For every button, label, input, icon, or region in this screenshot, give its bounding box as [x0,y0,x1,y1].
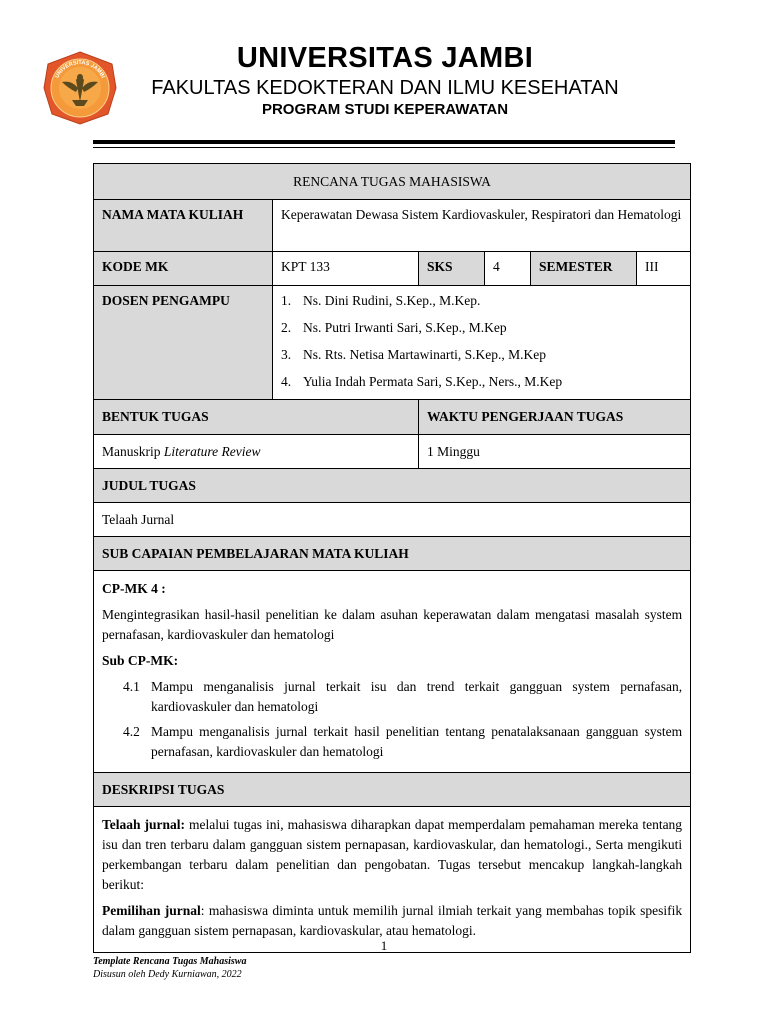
sks-value: 4 [485,252,531,286]
dosen-num: 4. [281,374,292,389]
subcpmk-text: Mampu menganalisis jurnal terkait isu dan trend terkait gangguan system pernafasan, kardiovaskuler dan hematologi [151,679,683,714]
program-name: PROGRAM STUDI KEPERAWATAN [261,101,509,118]
waktu-value: 1 Minggu [419,435,691,469]
desc1-bold: Telaah jurnal: [102,817,186,832]
cpmk-cell [94,571,691,773]
desc-paragraph-1 [102,815,682,895]
waktu-label: WAKTU PENGERJAAN TUGAS [419,400,691,435]
title-row [94,164,691,200]
judul-header-row [94,469,691,503]
semester-value: III [637,252,691,286]
dosen-name: Yulia Indah Permata Sari, S.Kep., Ners., M.Kep [303,374,563,389]
cpmk-title: CP-MK 4 : [102,581,166,596]
dosen-item [281,345,682,365]
svg-text:UNIVERSITAS JAMBI: UNIVERSITAS JAMBI [54,59,106,80]
faculty-name: FAKULTAS KEDOKTERAN DAN ILMU KESEHATAN [151,77,619,99]
dosen-name: Ns. Rts. Netisa Martawinarti, S.Kep., M.Kep [303,347,546,362]
deskripsi-cell [94,807,691,953]
dosen-num: 2. [281,320,292,335]
subcpmk-item [102,677,682,717]
subcpmk-title: Sub CP-MK: [102,653,179,668]
bentuk-italic: Literature Review [163,443,261,459]
bentuk-header-row [94,400,691,435]
deskripsi-row [94,807,691,953]
cpmk-text: Mengintegrasikan hasil-hasil penelitian ke dalam asuhan keperawatan dalam mengatasi masalah system pernafasan, kardiovaskuler dan hematologi [102,607,683,642]
desc2-text: : mahasiswa diminta untuk memilih jurnal ilmiah terkait yang membahas topik spesifik dalam gangguan sistem pernapasan, kardiovaskular, atau hematologi. [102,903,683,938]
desc1-text: melalui tugas ini, mahasiswa diharapkan dapat memperdalam pemahaman mereka tentang isu dan tren terbaru dalam gangguan sistem pernapasan, kardiovaskular, dan hematologi., Serta mengikuti perkembangan terbaru dalam penelitian dan pengobatan. Tugas tersebut mencakup langkah-langkah berikut: [102,817,683,892]
kode-mk-label: KODE MK [94,252,273,286]
kode-mk-value: KPT 133 [273,252,419,286]
sub-capaian-label: SUB CAPAIAN PEMBELAJARAN MATA KULIAH [94,537,691,571]
subcpmk-item [102,722,682,762]
desc-paragraph-2 [102,901,682,941]
deskripsi-label: DESKRIPSI TUGAS [94,773,691,807]
judul-value-row [94,503,691,537]
footer-author-note: Disusun oleh Dedy Kurniawan, 2022 [93,969,242,980]
footer-template-note: Template Rencana Tugas Mahasiswa [93,956,247,967]
judul-value: Telaah Jurnal [94,503,691,537]
nama-mk-row [94,200,691,252]
subcpmk-text: Mampu menganalisis jurnal terkait hasil penelitian tentang penatalaksanaan gangguan system pernafasan, kardiovaskuler dan hematologi [151,724,683,759]
subcpmk-num: 4.1 [123,679,140,694]
bentuk-prefix: Manuskrip [102,443,164,459]
dosen-cell [273,286,691,400]
nama-mk-value: Keperawatan Dewasa Sistem Kardiovaskuler, Respiratori dan Hematologi [273,200,691,252]
university-name: UNIVERSITAS JAMBI [236,42,534,74]
dosen-name: Ns. Putri Irwanti Sari, S.Kep., M.Kep [303,320,507,335]
dosen-list [281,291,682,392]
sub-capaian-header-row [94,537,691,571]
rtm-title: RENCANA TUGAS MAHASISWA [94,164,691,200]
judul-label: JUDUL TUGAS [94,469,691,503]
bentuk-label: BENTUK TUGAS [94,400,419,435]
page-number: 1 [380,938,388,953]
header-rule-thick [93,140,675,144]
deskripsi-header-row [94,773,691,807]
bentuk-value-row [94,435,691,469]
header-rule-thin [93,147,675,148]
rtm-table [93,163,691,953]
bentuk-value [94,435,419,469]
cpmk-row [94,571,691,773]
dosen-item [281,318,682,338]
dosen-row [94,286,691,400]
dosen-name: Ns. Dini Rudini, S.Kep., M.Kep. [303,293,481,308]
university-logo [42,50,118,126]
subcpmk-num: 4.2 [123,724,140,739]
dosen-item [281,291,682,311]
dosen-label: DOSEN PENGAMPU [94,286,273,400]
semester-label: SEMESTER [531,252,637,286]
dosen-item [281,372,682,392]
sks-label: SKS [419,252,485,286]
dosen-num: 1. [281,293,292,308]
kode-mk-row [94,252,691,286]
dosen-num: 3. [281,347,292,362]
nama-mk-label: NAMA MATA KULIAH [94,200,273,252]
desc2-bold: Pemilihan jurnal [102,903,201,918]
